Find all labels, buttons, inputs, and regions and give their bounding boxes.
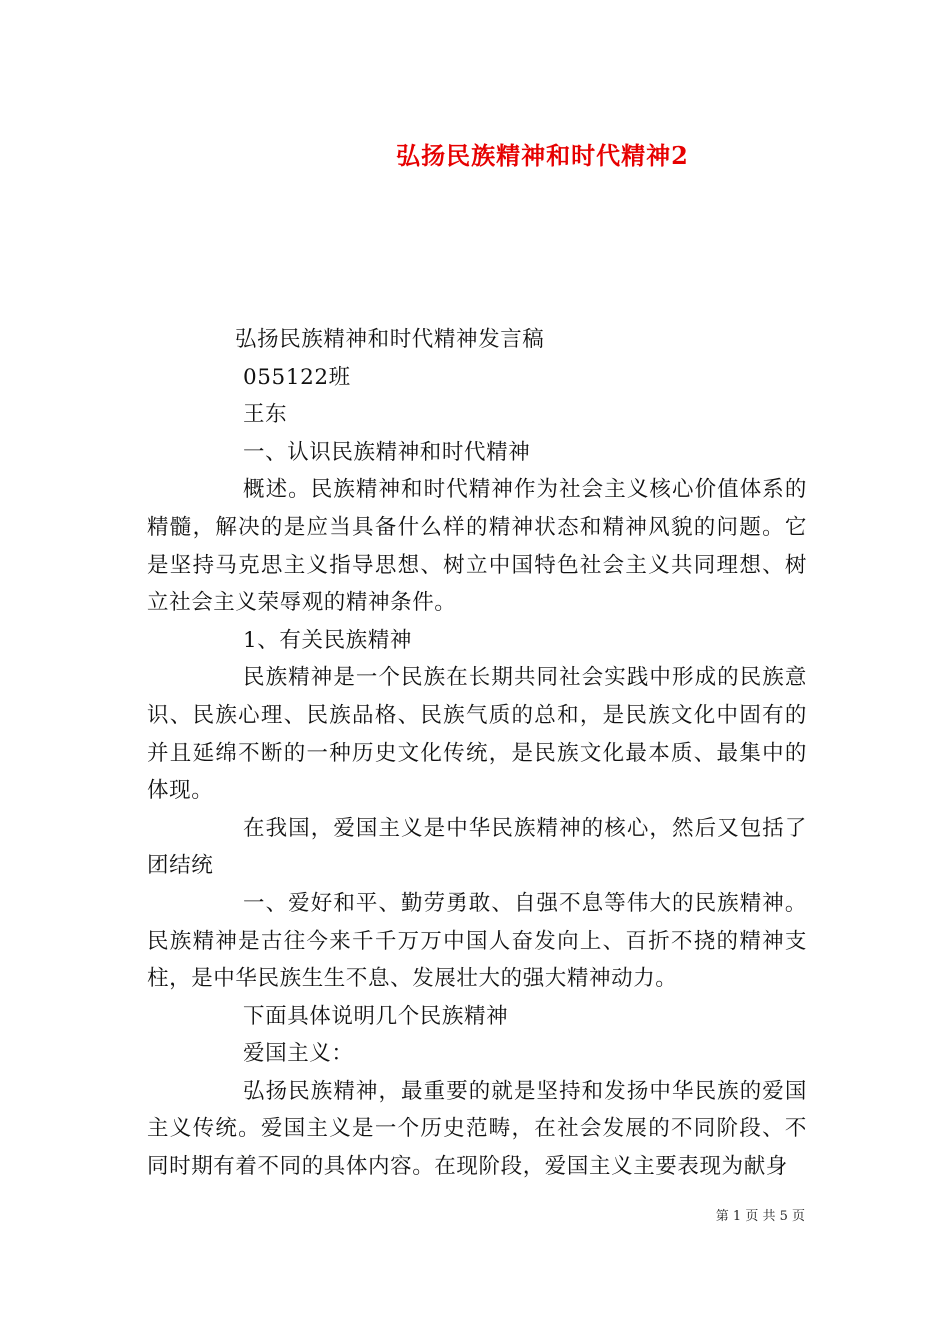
author-line: 王东 [243,402,288,428]
page-title: 弘扬民族精神和时代精神2 [396,141,689,170]
paragraph-intro-list: 下面具体说明几个民族精神 [243,1003,509,1029]
paragraph-patriotism: 弘扬民族精神，最重要的就是坚持和发扬中华民族的爱国主义传统。爱国主义是一个历史范畴，在社会发展的不同阶段、不同时期有着不同的具体内容。在现阶段，爱国主义主要表现为献身 [147,1078,807,1180]
paragraph-overview: 概述。民族精神和时代精神作为社会主义核心价值体系的精髓，解决的是应当具备什么样的精神状态和精神风貌的问题。它是坚持马克思主义指导思想、树立中国特色社会主义共同理想、树立社会主义荣辱观的精神条件。 [147,477,807,616]
page-number: 第 1 页 共 5 页 [715,1209,805,1224]
subheading-national-spirit: 1、有关民族精神 [243,627,412,653]
paragraph-definition: 民族精神是一个民族在长期共同社会实践中形成的民族意识、民族心理、民族品格、民族气质的总和，是民族文化中固有的并且延绵不断的一种历史文化传统，是民族文化最本质、最集中的体现。 [147,665,807,804]
subheading-patriotism: 爱国主义： [243,1041,354,1067]
speech-title: 弘扬民族精神和时代精神发言稿 [235,327,545,352]
class-line: 055122班 [243,364,351,390]
section-heading-1: 一、认识民族精神和时代精神 [243,439,531,465]
paragraph-unity: 一、爱好和平、勤劳勇敢、自强不息等伟大的民族精神。民族精神是古往今来千千万万中国人奋发向上、百折不挠的精神支柱，是中华民族生生不息、发展壮大的强大精神动力。 [147,890,807,992]
paragraph-patriotism-core: 在我国，爱国主义是中华民族精神的核心，然后又包括了团结统 [147,815,807,879]
document-body [147,321,807,1186]
